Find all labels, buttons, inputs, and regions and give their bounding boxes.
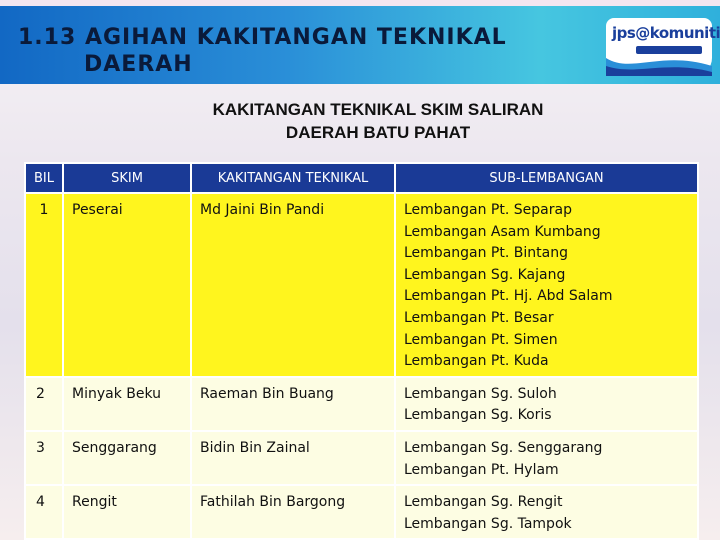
logo-text: jps@komuniti — [612, 24, 720, 42]
column-header-bil: BIL — [25, 163, 63, 193]
table-row — [25, 431, 698, 485]
column-header-sub-lembangan: SUB-LEMBANGAN — [395, 163, 698, 193]
jps-komuniti-logo — [606, 18, 720, 76]
wave-icon — [606, 54, 712, 76]
cell-bil: 3 — [25, 431, 63, 485]
table-row — [25, 485, 698, 539]
column-header-skim: SKIM — [63, 163, 191, 193]
sub-lembangan-item: Lembangan Sg. Senggarang — [404, 439, 603, 456]
sub-lembangan-item: Lembangan Pt. Hylam — [404, 461, 559, 478]
cell-sub-lembangan — [395, 431, 698, 485]
cell-sub-lembangan — [395, 485, 698, 539]
cell-skim: Peserai — [63, 193, 191, 377]
cell-bil: 1 — [25, 193, 63, 377]
cell-kakitangan: Fathilah Bin Bargong — [191, 485, 395, 539]
staff-table — [24, 162, 699, 540]
sub-lembangan-item: Lembangan Sg. Kajang — [404, 266, 566, 283]
table-heading-line1: KAKITANGAN TEKNIKAL SKIM SALIRAN — [212, 100, 544, 119]
table-heading — [0, 98, 720, 144]
cell-skim: Minyak Beku — [63, 377, 191, 431]
cell-sub-lembangan — [395, 377, 698, 431]
sub-lembangan-item: Lembangan Pt. Simen — [404, 331, 558, 348]
sub-lembangan-item: Lembangan Sg. Koris — [404, 407, 552, 424]
cell-sub-lembangan — [395, 193, 698, 377]
sub-lembangan-item: Lembangan Pt. Bintang — [404, 245, 568, 262]
sub-lembangan-item: Lembangan Sg. Tampok — [404, 515, 572, 532]
table-header-row — [25, 163, 698, 193]
sub-lembangan-item: Lembangan Pt. Besar — [404, 309, 554, 326]
cell-kakitangan: Md Jaini Bin Pandi — [191, 193, 395, 377]
cell-skim: Senggarang — [63, 431, 191, 485]
header-banner — [0, 6, 720, 84]
cell-kakitangan: Bidin Bin Zainal — [191, 431, 395, 485]
page-title-line2: DAERAH — [84, 52, 193, 77]
cell-skim: Rengit — [63, 485, 191, 539]
sub-lembangan-item: Lembangan Pt. Kuda — [404, 353, 549, 370]
sub-lembangan-item: Lembangan Sg. Suloh — [404, 385, 557, 402]
cell-kakitangan: Raeman Bin Buang — [191, 377, 395, 431]
table-heading-line2: DAERAH BATU PAHAT — [285, 123, 471, 142]
sub-lembangan-item: Lembangan Pt. Separap — [404, 202, 572, 218]
page-title — [18, 24, 507, 78]
sub-lembangan-item: Lembangan Pt. Hj. Abd Salam — [404, 288, 613, 305]
sub-lembangan-item: Lembangan Asam Kumbang — [404, 223, 601, 240]
cell-bil: 4 — [25, 485, 63, 539]
logo-bar — [636, 46, 702, 54]
cell-bil: 2 — [25, 377, 63, 431]
sub-lembangan-item: Lembangan Sg. Rengit — [404, 494, 563, 511]
page-title-line1: 1.13 AGIHAN KAKITANGAN TEKNIKAL — [18, 25, 507, 50]
table-row — [25, 193, 698, 377]
table-row — [25, 377, 698, 431]
staff-table-container — [24, 162, 699, 540]
column-header-kakitangan: KAKITANGAN TEKNIKAL — [191, 163, 395, 193]
